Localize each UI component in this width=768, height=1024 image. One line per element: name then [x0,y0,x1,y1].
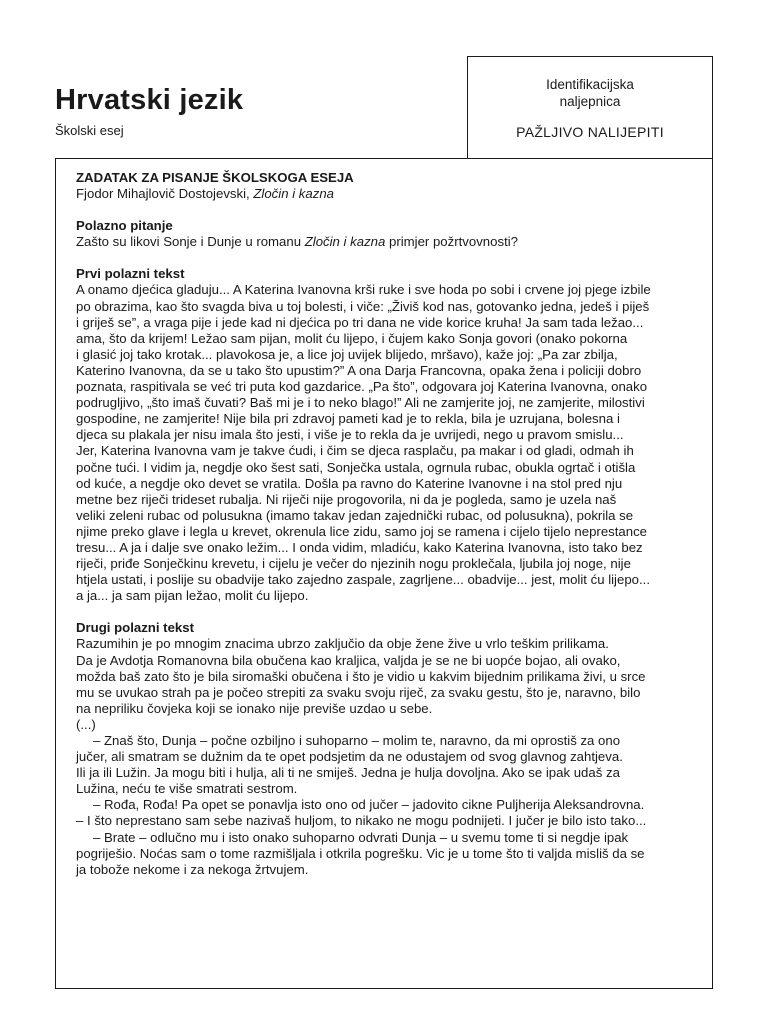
second-text-line: možda baš zato što je bila siromaški obučena i što je vidio u kakvim bijednim prilikama živi, u srce [76,668,646,684]
first-text-line: Jer, Katerina Ivanovna vam je takve ćudi, i čim se djeca rasplaču, pa makar i od gladi, odmah ih [76,443,634,459]
first-text-line: veliki zeleni rubac od polusukna (imamo takav jedan zajednički rubac, od polusukna), pokrila se [76,507,634,523]
question-text-before: Zašto su likovi Sonje i Dunje u romanu [76,234,305,250]
label-warning: PAŽLJIVO NALIJEPITI [516,124,664,140]
first-text-line: i griješ se”, a vraga pije i jede kad ni djećica po tri dana ne vide korice kruha! Ja sam tada ležao... [76,314,644,330]
first-text-line: metne bez riječi trideset rubalja. Ni riječi nije progovorila, ni da je pogleda, samo je uzela naš [76,491,617,507]
task-content-box [55,158,713,989]
question-heading: Polazno pitanje [76,218,173,234]
second-text-line: pogriješio. Noćas sam o tome razmišljala i otkrila pogrešku. Vic je u tome što ti valjda misliš da se [76,845,645,861]
second-text-line: ja tobože nekome i za nekoga žrtvujem. [76,861,309,877]
first-text-line: A onamo djećica gladuju... A Katerina Ivanovna krši ruke i sve hoda po sobi i crvene joj pjege izbile [76,282,651,298]
question-work-title: Zločin i kazna [304,234,386,250]
second-text-line: – Brate – odlučno mu i isto onako suhoparno odvrati Dunja – u svemu tome ti si negdje ipak [93,829,629,845]
question-text-after: primjer požrtvovnosti? [385,234,518,250]
subject-subtitle: Školski esej [55,123,124,138]
second-text-line: mu se uvukao strah pa je počeo strepiti za svaku svoju riječ, za svaku gestu, što je, naravno, bilo [76,684,641,700]
second-text-line: Ili ja ili Lužin. Ja mogu biti i hulja, ali ti ne smiješ. Jedna je hulja dovoljna. Ako se ipak udaš za [76,765,620,781]
second-text-heading: Drugi polazni tekst [76,620,194,636]
second-text-line: – Rođa, Rođa! Pa opet se ponavlja isto ono od jučer – jadovito cikne Puljherija Aleksandrovna. [93,797,645,813]
first-text-line: djeca su plakala jer nisu imala što jesti, i više je to rekla da je uvrijedi, nego u pravom smislu... [76,427,624,443]
task-source [76,186,702,202]
first-text-line: htjela ustati, i poslije su obadvije tako zajedno zaspale, zagrljene... obadvije... jest, molit ću lijepo... [76,572,650,588]
task-title: ZADATAK ZA PISANJE ŠKOLSKOGA ESEJA [76,170,354,185]
label-line-2: naljepnica [559,94,621,109]
subject-title: Hrvatski jezik [55,84,244,116]
first-text-line: a ja... ja sam pijan ležao, molit ću lijepo. [76,588,309,604]
second-text-line: jučer, ali smatram se dužnim da te opet podsjetim da ne odustajem od svog glavnog zahtjeva. [76,749,623,765]
first-text-line: poznata, raspitivala se već tri puta kod gazdarice. „Pa što”, odgovara joj Katerina Ivanovna, onako [76,379,648,395]
question-text [76,234,702,250]
first-text-body [76,282,702,604]
second-text-line: (...) [76,716,96,732]
first-text-line: od kuće, a negdje oko devet se vratila. Došla pa ravno do Katerine Ivanovne i na stol pred nju [76,475,623,491]
task-author: Fjodor Mihajlovič Dostojevski, [76,186,254,202]
second-text-line: Da je Avdotja Romanovna bila obučena kao kraljica, valjda je se ne bi uopće bojao, ali ovako, [76,652,621,668]
first-text-line: njime preko glave i legla u krevet, okrenula lice zidu, samo joj se ramena i cijelo tijelo neprestance [76,523,648,539]
label-line-1: Identifikacijska [546,77,634,92]
first-text-line: počne tući. I vidim ja, negdje oko šest sati, Sonječka ustala, ogrnula rubac, obukla ogrtač i otišla [76,459,636,475]
second-text-body [76,636,702,877]
first-text-line: riječi, priđe Sonječkinu krevetu, i cijelu je večer do njezinih nogu proklečala, ljubila joj noge, nije [76,556,631,572]
second-text-line: Lužina, neću te više smatrati sestrom. [76,781,298,797]
task-content [76,170,702,878]
first-text-line: Katerino Ivanovna, da se u tako što upustim?” A ona Darja Francovna, opaka žena i policiji dobro [76,362,642,378]
task-work-title: Zločin i kazna [253,186,334,202]
second-text-line: na nepriliku čovjeka koji se ionako nije previše uzdao u sebe. [76,700,433,716]
first-text-line: ama, što da krijem! Ležao sam pijan, molit ću lijepo, i čujem kako Sonja govori (onako pokorna [76,330,628,346]
first-text-line: podrugljivo, „što imaš čuvati? Baš mi je i to neko blago!” Ali ne zamjerite joj, ne zamjerite, milostivi [76,395,645,411]
second-text-line: – I što neprestano sam sebe nazivaš huljom, to nikako ne mogu podnijeti. I jučer je bilo isto tako... [76,813,647,829]
first-text-heading: Prvi polazni tekst [76,266,185,282]
first-text-line: i glasić joj tako krotak... plavokosa je, a lice joj uvijek blijedo, mršavo), kaže joj: „Pa zar zbilja, [76,346,618,362]
second-text-line: – Znaš što, Dunja – počne ozbiljno i suhoparno – molim te, naravno, da mi oprostiš za ono [93,733,621,748]
label-text [468,76,712,110]
first-text-line: po obrazima, kao što svagda biva u toj bolesti, i viče: „Živiš kod nas, gotovanko jedna, jedeš i piješ [76,298,650,314]
first-text-line: tresu... A ja i dalje sve onako ležim... I onda vidim, mladiću, kako Katerina Ivanovna, isto tako bez [76,539,643,555]
identification-label-box [467,56,713,159]
second-text-line: Razumihin je po mnogim znacima ubrzo zaključio da obje žene žive u vrlo teškim prilikama. [76,636,609,652]
first-text-line: gospodine, ne zamjerite! Nije bila pri zdravoj pameti kad je to rekla, bila je uzrujana, bolesna i [76,411,620,427]
